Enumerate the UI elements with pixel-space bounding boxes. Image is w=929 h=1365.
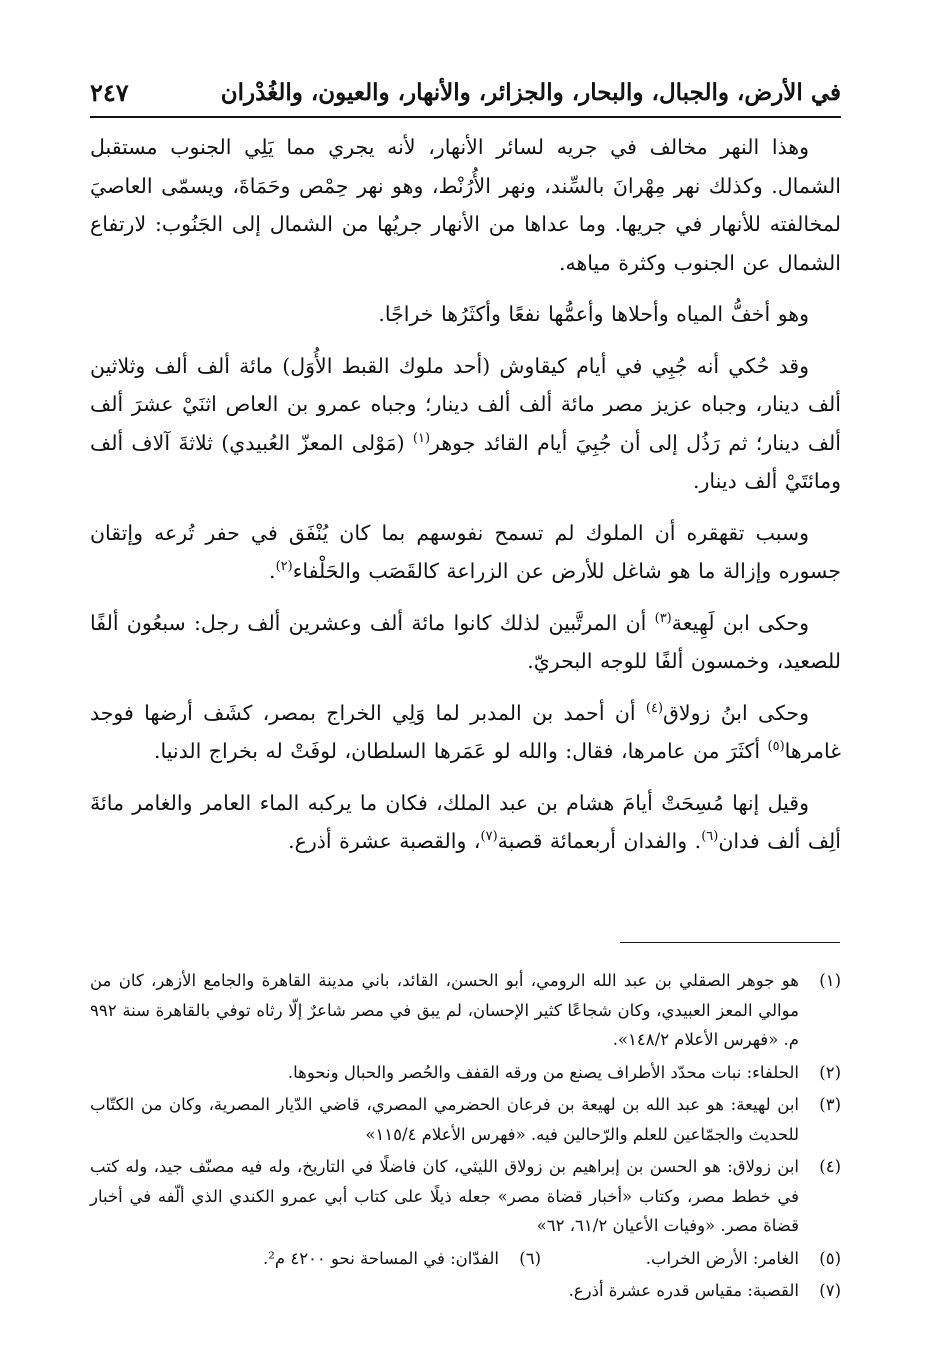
header-rule — [90, 116, 841, 118]
footnote-text: القصبة: مقياس قدره عشرة أذرع. — [568, 1281, 799, 1300]
paragraph — [90, 604, 841, 681]
paragraph-text: وقد حُكي أنه جُبِي في أيام كيقاوش (أحد ملوك القبط الأُوَل) مائة ألف ألف وثلاثين ألف دينار، وجباه عزيز مصر مائة ألف ألف دينار؛ وجباه عمرو بن العاص اثنَيْ عشرَ ألف ألف دينار؛ ثم رَذُل إلى أن جُبِيَ أيام القائد جوهر — [90, 353, 841, 455]
footnote-number: (٥) — [819, 1248, 841, 1268]
footnotes — [90, 966, 841, 1309]
paragraph-text: . — [269, 559, 276, 583]
paragraph-text: (مَوْلى المعزّ العُبيدي) ثلاثةَ آلاف ألف ومائتَيْ ألف دينار. — [90, 430, 841, 493]
paragraph — [90, 784, 841, 861]
footnote-number: (٤) — [819, 1157, 841, 1176]
footnote — [541, 1244, 841, 1274]
paragraph-text: وحكى ابنُ زولاق — [663, 700, 809, 725]
paragraph-text: وحكى ابن لَهِيعة — [671, 610, 810, 635]
footnote-ref[interactable]: (٤) — [645, 700, 664, 716]
paragraph — [90, 694, 841, 771]
footnote — [263, 1244, 541, 1274]
paragraph-text: أكثَرَ من عامرها، فقال: والله لو عَمَرها السلطان، لوفَتْ له بخراج الدنيا. — [153, 739, 768, 763]
footnote-text: الحلفاء: نبات محدّد الأطراف يصنع من ورقه القفف والحُصر والحبال ونحوها. — [287, 1062, 799, 1082]
footnote-ref[interactable]: (٣) — [654, 610, 672, 626]
footnote-ref[interactable]: (١) — [412, 430, 431, 446]
paragraph-text: وقيل إنها مُسِحَتْ أيامَ هشام بن عبد الملك، فكان ما يركبه الماء العامر والغامر مائةَ ألِف ألف فدان — [90, 790, 841, 853]
footnote-text: الفدّان: في المساحة نحو ٤٢٠٠ م². — [262, 1248, 499, 1268]
footnote — [90, 1058, 841, 1088]
footnote — [90, 1152, 841, 1241]
footnote-text: الغامر: الأرض الخراب. — [645, 1248, 799, 1268]
paragraph — [90, 295, 841, 334]
footnote-pair — [90, 1244, 841, 1274]
footnote-ref[interactable]: (٧) — [480, 829, 498, 845]
paragraph — [90, 128, 841, 282]
footnote-ref[interactable]: (٢) — [275, 559, 293, 575]
footnote-number: (٢) — [819, 1062, 841, 1082]
footnote — [90, 1276, 841, 1306]
paragraph-text: وهذا النهر مخالف في جريه لسائر الأنهار، لأنه يجري مما يَلِي الجنوب مستقبل الشمال. وكذلك نهر مِهْرانَ بالسِّند، ونهر الأُرُنْط، وهو نهر حِمْص وحَمَاةَ، ويسمّى العاصيَ لمخالفته للأنهار في جريها. وما عداها من الأنهار جريُها من الشمال إلى الجَنُوب: لارتفاع الشمال عن الجنوب وكثرة مياهه. — [90, 135, 841, 275]
footnote-separator — [620, 942, 840, 943]
footnote-text: هو جوهر الصقلي بن عبد الله الرومي، أبو الحسن، القائد، باني مدينة القاهرة والجامع الأزهر، كان من موالي المعز العبيدي، وكان شجاعًا كثير الإحسان، لم يبق في مصر شاعرٌ إلّا رثاه توفي بالقاهرة سنة ٩٩٢ م. «فهرس الأعلام ١٤٨/٢». — [90, 971, 799, 1049]
footnote-text: ابن لهيعة: هو عبد الله بن لهيعة بن فرعان الحضرمي المصري، قاضي الدّيار المصرية، وكان من الكتّاب للحديث والجمّاعين للعلم والرّحالين فيه. «فهرس الأعلام ١١٥/٤» — [90, 1095, 799, 1144]
page-header — [90, 68, 841, 116]
main-text — [90, 128, 841, 874]
footnote-number: (٧) — [819, 1281, 841, 1300]
paragraph-text: ، والقصبة عشرة أذرع. — [288, 829, 481, 853]
footnote-ref[interactable]: (٦) — [701, 829, 719, 845]
paragraph-text: أن أحمد بن المدبر لما وَلِي الخراج بمصر، كشَف أرضها فوجد غامرها — [90, 700, 841, 763]
footnote — [90, 1090, 841, 1149]
paragraph — [90, 347, 841, 501]
footnote-text: ابن زولاق: هو الحسن بن إبراهيم بن زولاق الليثي، كان فاضلًا في التاريخ، وله فيه مصنّف جيد، وله كتب في خطط مصر، وكتاب «أخبار قضاة مصر» جعله ذيلًا على كتاب أبي عمرو الكندي الذي ألّفه في أخبار قضاة مصر. «وفيات الأعيان ٦١/٢، ٦٢» — [90, 1157, 799, 1235]
paragraph-text: وسبب تقهقره أن الملوك لم تسمح نفوسهم بما كان يُنْفَق في حفر تُرعه وإتقان جسوره وإزالة ما هو شاغل للأرض عن الزراعة كالقَصَب والحَلْفاء — [90, 520, 841, 583]
footnote-number: (١) — [819, 971, 841, 990]
page-number: ٢٤٧ — [90, 77, 129, 107]
footnote-number: (٣) — [819, 1095, 841, 1114]
paragraph-text: وهو أخفُّ المياه وأحلاها وأعمُّها نفعًا وأكثَرُها خراجًا. — [378, 302, 809, 326]
footnote — [90, 966, 841, 1055]
paragraph-text: . والفدان أربعمائة قصبة — [497, 829, 702, 853]
running-title: في الأرض، والجبال، والبحار، والجزائر، والأنهار، والعيون، والغُدْران — [220, 78, 841, 106]
paragraph-text: أن المرتَّبين لذلك كانوا مائة ألف وعشرين ألف رجل: سبعُون ألفًا للصعيد، وخمسون ألفًا للوجه البحريّ. — [90, 610, 841, 673]
paragraph — [90, 514, 841, 591]
footnote-ref[interactable]: (٥) — [767, 739, 785, 755]
footnote-number: (٦) — [519, 1248, 541, 1268]
